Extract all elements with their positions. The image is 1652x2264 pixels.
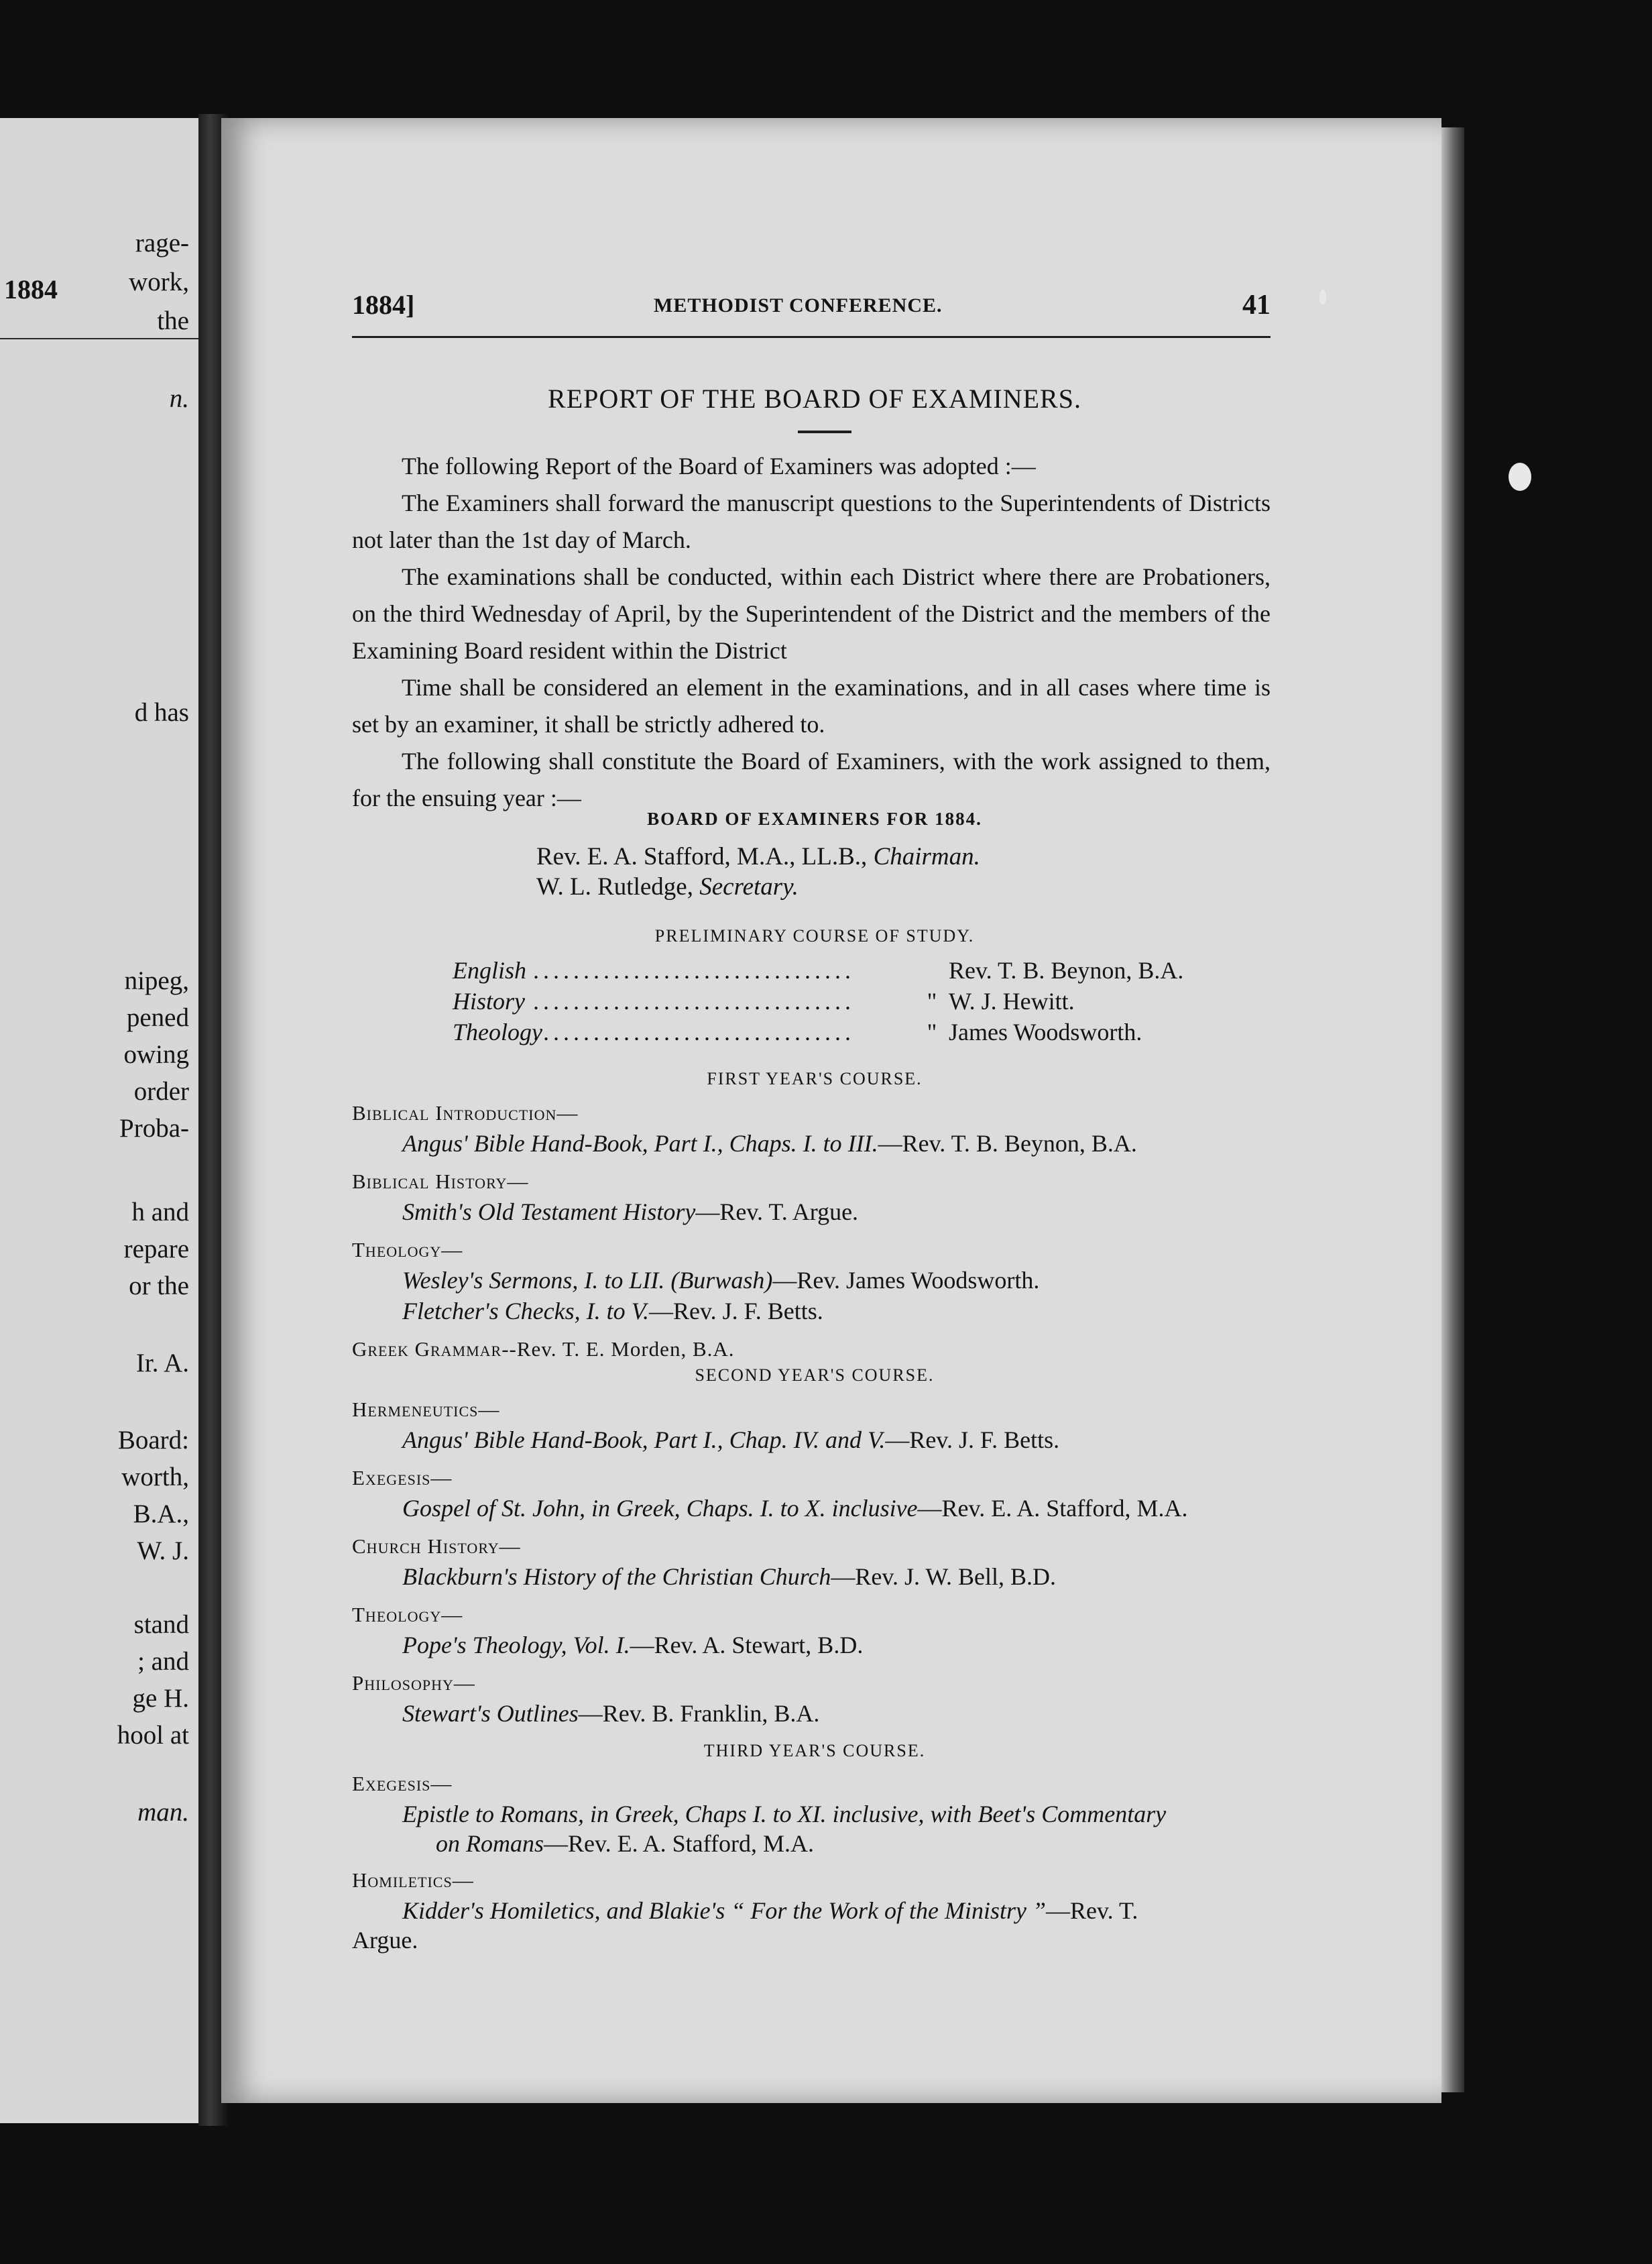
film-speck	[1319, 290, 1326, 304]
secretary-name: W. L. Rutledge,	[536, 873, 693, 901]
course-subject-label: Hermeneutics—	[352, 1398, 500, 1421]
secretary-line	[536, 872, 799, 901]
course-subject	[352, 1337, 735, 1361]
preliminary-examiner: W. J. Hewitt.	[949, 988, 1075, 1015]
preliminary-subject: Theology	[453, 1019, 542, 1045]
course-book-line	[402, 1897, 1138, 1925]
course-subject	[352, 1772, 452, 1796]
chairman-name: Rev. E. A. Stafford, M.A., LL.B.,	[536, 843, 868, 870]
course-examiner: —Rev. J. F. Betts.	[648, 1298, 823, 1324]
course-examiner: —Rev. J. F. Betts.	[885, 1426, 1060, 1453]
paragraph-constitute: The following shall constitute the Board of Examiners, with the work assigned to them, for the ensuing year :—	[352, 748, 1271, 811]
course-subject-label: Exegesis—	[352, 1772, 453, 1795]
ditto-mark: "	[927, 1019, 937, 1045]
preliminary-row	[453, 1018, 1257, 1048]
textbook-title: Fletcher's Checks, I. to V.	[402, 1298, 649, 1324]
course-examiner: —Rev. T. Argue.	[695, 1198, 859, 1225]
course-examiner: —Rev. James Woodsworth.	[772, 1267, 1040, 1294]
preliminary-row	[453, 956, 1257, 986]
left-page-text-fragment: ge H.	[132, 1684, 189, 1713]
left-page-header-rule	[0, 338, 198, 339]
course-book-line	[402, 1426, 1059, 1454]
course-examiner: —Rev. E. A. Stafford, M.A.	[544, 1830, 814, 1857]
course-subject-label: Homiletics—	[352, 1868, 474, 1892]
course-book-line	[436, 1829, 814, 1858]
left-page-text-fragment: owing	[123, 1040, 189, 1069]
left-page-text-fragment: nipeg,	[124, 966, 189, 995]
course-examiner: --Rev. T. E. Morden, B.A.	[501, 1337, 735, 1361]
left-page-text-fragment: stand	[133, 1610, 189, 1639]
preliminary-examiner: James Woodsworth.	[949, 1019, 1142, 1045]
chairman-line	[536, 842, 980, 871]
left-page-text-fragment: B.A.,	[133, 1499, 189, 1528]
course-subject	[352, 1398, 499, 1422]
course-book-line	[402, 1266, 1039, 1294]
left-page-text-fragment: ; and	[137, 1647, 189, 1676]
left-page-text-fragment: order	[133, 1077, 189, 1106]
preliminary-row	[453, 987, 1257, 1017]
course-book-line	[352, 1926, 418, 1954]
title-divider	[798, 431, 851, 433]
textbook-title: Angus' Bible Hand-Book, Part I., Chaps. I. to III.	[402, 1130, 878, 1157]
left-page-header-number: 1884	[4, 274, 58, 304]
course-examiner: —Rev. E. A. Stafford, M.A.	[917, 1495, 1188, 1522]
preliminary-subject: History	[453, 988, 525, 1015]
course-subject-label: Exegesis—	[352, 1466, 453, 1489]
textbook-title: Angus' Bible Hand-Book, Part I., Chap. IV. and V.	[402, 1426, 886, 1453]
film-speck	[1509, 463, 1531, 491]
report-title: REPORT OF THE BOARD OF EXAMINERS.	[548, 384, 1081, 414]
preliminary-subject: English	[453, 957, 527, 984]
course-subject	[352, 1101, 578, 1125]
course-book-line	[402, 1297, 823, 1325]
course-subject	[352, 1466, 452, 1490]
leader-dots: ................................	[533, 988, 855, 1015]
left-page-text-fragment: hool at	[117, 1721, 189, 1750]
running-head-year: 1884]	[352, 290, 415, 320]
third-year-heading: THIRD YEAR'S COURSE.	[703, 1741, 926, 1760]
course-subject-label: Biblical History—	[352, 1170, 529, 1193]
left-page-text-fragment: the	[157, 306, 189, 335]
chairman-role: Chairman.	[873, 843, 980, 870]
course-subject-label: Theology—	[352, 1603, 463, 1626]
textbook-title: Stewart's Outlines	[402, 1700, 579, 1727]
ditto-mark: "	[927, 988, 937, 1015]
left-page-text-fragment: man.	[137, 1798, 189, 1827]
textbook-title: Blackburn's History of the Christian Church	[402, 1563, 831, 1590]
course-examiner: —Rev. T.	[1046, 1897, 1138, 1924]
first-year-heading: FIRST YEAR'S COURSE.	[707, 1069, 923, 1088]
left-page-text-fragment: W. J.	[137, 1536, 189, 1565]
textbook-title: on Romans	[436, 1830, 544, 1857]
course-subject	[352, 1170, 528, 1194]
course-book-line	[402, 1198, 858, 1226]
left-page-text-fragment: n.	[169, 384, 189, 413]
course-examiner: —Rev. T. B. Beynon, B.A.	[878, 1130, 1137, 1157]
left-page-text-fragment: d has	[134, 698, 189, 727]
textbook-title: Smith's Old Testament History	[402, 1198, 696, 1225]
left-page-text-fragment: Board:	[117, 1426, 189, 1455]
left-page-text-fragment: rage-	[135, 229, 189, 258]
course-subject	[352, 1534, 521, 1559]
course-subject	[352, 1868, 474, 1892]
course-examiner: —Rev. A. Stewart, B.D.	[630, 1632, 864, 1658]
course-subject-label: Greek Grammar	[352, 1337, 502, 1361]
course-examiner: Argue.	[352, 1927, 418, 1954]
course-book-line	[402, 1800, 1166, 1828]
paragraph-examinations: The examinations shall be conducted, within each District where there are Probationers, on the third Wednesday of April, by the Superintendent of the District and the members of the Examining Board resident within the District	[352, 563, 1271, 664]
textbook-title: Pope's Theology, Vol. I.	[402, 1632, 630, 1658]
course-book-line	[402, 1699, 819, 1728]
running-head	[352, 289, 1271, 323]
textbook-title: Wesley's Sermons, I. to LII. (Burwash)	[402, 1267, 773, 1294]
course-examiner: —Rev. B. Franklin, B.A.	[578, 1700, 820, 1727]
paragraph-time: Time shall be considered an element in the examinations, and in all cases where time is set by an examiner, it shall be strictly adhered to.	[352, 674, 1271, 738]
course-subject	[352, 1671, 475, 1695]
course-subject-label: Theology—	[352, 1238, 463, 1261]
course-subject-label: Church History—	[352, 1534, 521, 1558]
page-number: 41	[1242, 290, 1271, 321]
left-page-text-fragment: worth,	[121, 1463, 189, 1491]
course-examiner: —Rev. J. W. Bell, B.D.	[831, 1563, 1057, 1590]
second-year-heading: SECOND YEAR'S COURSE.	[695, 1365, 935, 1385]
course-book-line	[402, 1494, 1188, 1522]
page-stack-edge	[1441, 127, 1464, 2092]
previous-page	[0, 118, 198, 2123]
course-subject	[352, 1238, 463, 1262]
course-book-line	[402, 1563, 1056, 1591]
course-subject-label: Philosophy—	[352, 1671, 475, 1695]
running-head-title: METHODIST CONFERENCE.	[654, 294, 943, 317]
left-page-text-fragment: repare	[123, 1235, 189, 1263]
leader-dots: ................................	[533, 1019, 855, 1045]
current-page	[221, 118, 1441, 2103]
textbook-title: Epistle to Romans, in Greek, Chaps I. to XI. inclusive, with Beet's Commentary	[402, 1801, 1167, 1827]
board-heading: BOARD OF EXAMINERS FOR 1884.	[647, 809, 982, 829]
left-page-text-fragment: h and	[131, 1198, 189, 1227]
textbook-title: Kidder's Homiletics, and Blakie's “ For the Work of the Ministry ”	[402, 1897, 1047, 1924]
left-page-text-fragment: work,	[129, 268, 189, 296]
paragraph-adopted: The following Report of the Board of Examiners was adopted :—	[402, 453, 1036, 479]
preliminary-heading: PRELIMINARY COURSE OF STUDY.	[654, 926, 975, 946]
course-book-line	[402, 1631, 863, 1659]
textbook-title: Gospel of St. John, in Greek, Chaps. I. to X. inclusive	[402, 1495, 918, 1522]
left-page-text-fragment: pened	[126, 1003, 189, 1032]
secretary-role: Secretary.	[699, 873, 799, 901]
preliminary-examiner: Rev. T. B. Beynon, B.A.	[949, 957, 1184, 984]
course-subject-label: Biblical Introduction—	[352, 1101, 579, 1125]
left-page-text-fragment: Ir. A.	[135, 1349, 189, 1377]
header-rule	[352, 336, 1271, 338]
left-page-text-fragment: or the	[129, 1271, 189, 1300]
course-book-line	[402, 1129, 1137, 1157]
paragraph-manuscript: The Examiners shall forward the manuscript questions to the Superintendents of Districts not later than the 1st day of March.	[352, 490, 1271, 553]
course-subject	[352, 1603, 463, 1627]
left-page-text-fragment: Proba-	[119, 1114, 189, 1143]
leader-dots: ................................	[533, 957, 855, 984]
